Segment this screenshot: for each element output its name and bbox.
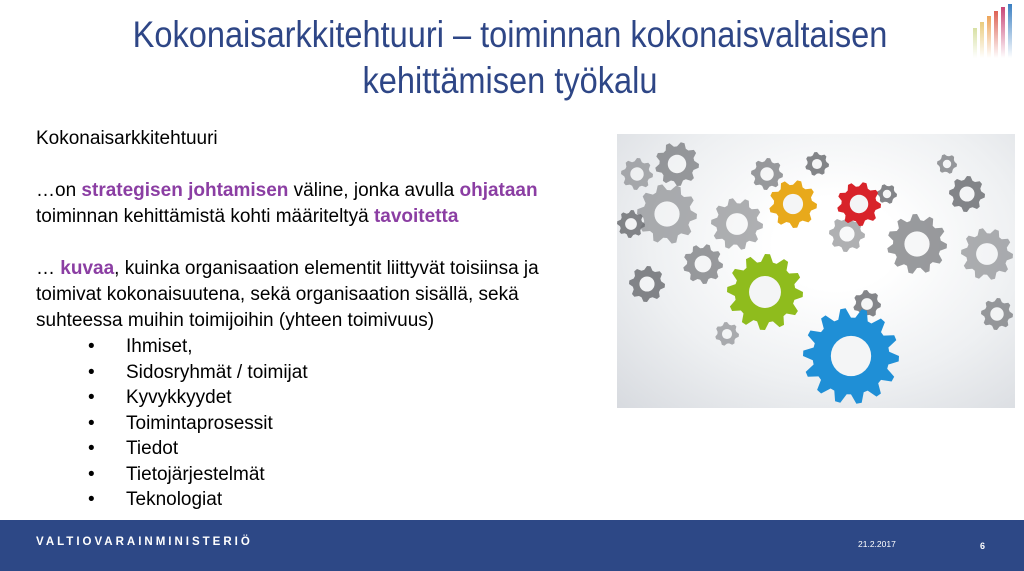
bullet-icon: • bbox=[88, 387, 95, 408]
gray-gear-icon bbox=[683, 244, 723, 284]
bullet-list bbox=[36, 334, 636, 513]
list-item bbox=[36, 334, 636, 360]
gray-gear-icon bbox=[715, 322, 739, 346]
paragraph-2-line-2: toimivat kokonaisuutena, sekä organisaation sisällä, sekä bbox=[36, 284, 519, 305]
page-number: 6 bbox=[980, 541, 986, 551]
gray-gear-icon bbox=[887, 214, 947, 274]
bullet-icon: • bbox=[88, 336, 95, 357]
bullet-icon: • bbox=[88, 489, 95, 510]
highlight-goal: tavoitetta bbox=[373, 206, 459, 227]
gray-gear-icon bbox=[655, 142, 699, 186]
gray-gear-icon bbox=[853, 290, 881, 318]
text-run: … bbox=[36, 258, 61, 279]
yellow-gear-icon bbox=[769, 180, 817, 228]
gray-gear-icon bbox=[751, 158, 783, 190]
paragraph-1-line-2 bbox=[36, 204, 636, 230]
slide-title-line-1: Kokonaisarkkitehtuuri – toiminnan kokonaisvaltaisen bbox=[132, 14, 888, 55]
list-item bbox=[36, 385, 636, 411]
text-run: väline, jonka avulla bbox=[288, 180, 460, 201]
list-item bbox=[36, 487, 636, 513]
list-item-text: Toimintaprosessit bbox=[126, 412, 273, 434]
text-run: , kuinka organisaation elementit liittyvät toisiinsa ja bbox=[114, 258, 539, 279]
list-item-text: Kyvykkyydet bbox=[126, 387, 232, 408]
footer-brand: VALTIOVARAINMINISTERIÖ bbox=[36, 536, 253, 548]
list-item-text: Tietojärjestelmät bbox=[126, 463, 265, 485]
list-item bbox=[36, 462, 636, 488]
list-item bbox=[36, 436, 636, 462]
list-item-text: Tiedot bbox=[126, 438, 179, 459]
gray-gear-icon bbox=[711, 198, 763, 249]
list-item bbox=[36, 411, 636, 437]
gray-gear-icon bbox=[981, 298, 1013, 330]
bullet-icon: • bbox=[88, 438, 95, 459]
text-run: …on bbox=[36, 180, 82, 201]
footer-bar bbox=[0, 520, 1024, 571]
gears-svg bbox=[617, 134, 1015, 408]
blue-gear-icon bbox=[803, 308, 899, 403]
bullet-icon: • bbox=[88, 412, 95, 434]
list-item-text: Sidosryhmät / toimijat bbox=[126, 361, 308, 383]
gray-gear-icon bbox=[961, 228, 1013, 279]
green-gear-icon bbox=[727, 254, 803, 330]
body-text bbox=[36, 126, 636, 513]
bullet-icon: • bbox=[88, 361, 95, 383]
list-item-text: Teknologiat bbox=[126, 489, 223, 510]
paragraph-2-line-1 bbox=[36, 256, 636, 282]
list-item-text: Ihmiset, bbox=[126, 336, 193, 357]
gray-gear-icon bbox=[621, 158, 653, 190]
slide-title bbox=[114, 12, 906, 104]
list-item bbox=[36, 360, 636, 386]
paragraph-1-line-1 bbox=[36, 178, 636, 204]
footer-date: 21.2.2017 bbox=[858, 539, 896, 549]
gears-illustration bbox=[617, 134, 1015, 408]
slide-title-line-2: kehittämisen työkalu bbox=[362, 60, 658, 101]
gray-gear-icon bbox=[805, 152, 829, 176]
gray-gear-icon bbox=[949, 176, 985, 212]
bullet-icon: • bbox=[88, 463, 95, 485]
paragraph-2-line-3: suhteessa muihin toimijoihin (yhteen toimivuus) bbox=[36, 310, 435, 331]
highlight-strategic-management: strategisen johtamisen bbox=[81, 180, 289, 201]
gray-gear-icon bbox=[637, 184, 697, 243]
body-heading: Kokonaisarkkitehtuuri bbox=[36, 128, 218, 149]
highlight-steered: ohjataan bbox=[459, 180, 538, 201]
highlight-describes: kuvaa bbox=[60, 258, 115, 279]
gray-gear-icon bbox=[937, 154, 957, 173]
text-run: toiminnan kehittämistä kohti määriteltyä bbox=[36, 206, 374, 227]
gray-gear-icon bbox=[629, 266, 665, 302]
red-gear-icon bbox=[837, 182, 881, 226]
gray-gear-icon bbox=[877, 184, 897, 203]
logo-bars-icon bbox=[972, 4, 1018, 58]
